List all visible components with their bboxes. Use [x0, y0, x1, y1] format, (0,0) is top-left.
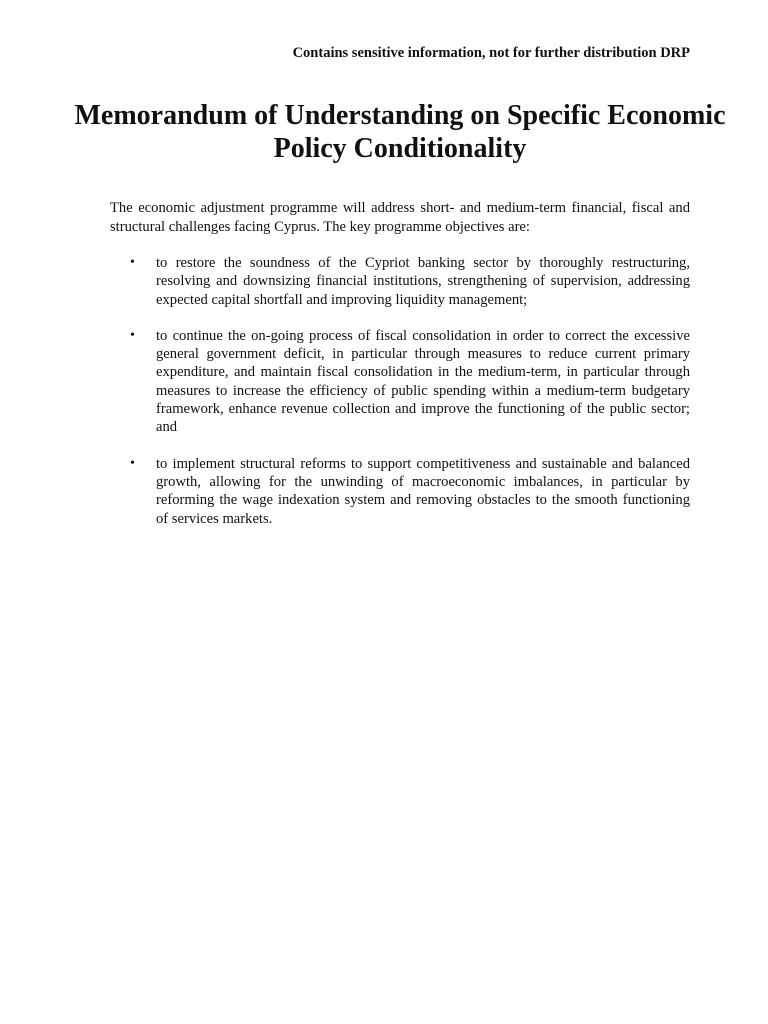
document-title: Memorandum of Understanding on Specific Economic Policy Conditionality [74, 100, 726, 164]
objective-text: to continue the on-going process of fiscal consolidation in order to correct the excessive general government deficit, in particular through measures to reduce current primary expenditure, and maintain fiscal consolidation in the medium-term, in particular through measures to increase the efficiency of public spending within a medium-term budgetary framework, enhance revenue collection and improve the functioning of the public sector; and [156, 327, 690, 436]
objective-text: to implement structural reforms to support competitiveness and sustainable and balanced growth, allowing for the unwinding of macroeconomic imbalances, in particular by reforming the wage indexation system and removing obstacles to the smooth functioning of services markets. [156, 455, 690, 527]
objectives-list [110, 254, 690, 546]
objective-item-1 [110, 254, 690, 309]
objective-item-3 [110, 455, 690, 528]
bullet-icon: • [130, 255, 135, 270]
objective-item-2 [110, 327, 690, 437]
intro-paragraph: The economic adjustment programme will address short- and medium-term financial, fiscal and structural challenges facing Cyprus. The key programme objectives are: [110, 200, 690, 235]
objective-text: to restore the soundness of the Cypriot banking sector by thoroughly restructuring, resolving and downsizing financial institutions, strengthening of supervision, addressing expected capital shortfall and improving liquidity management; [156, 255, 690, 308]
bullet-icon: • [130, 327, 135, 343]
confidentiality-note: Contains sensitive information, not for further distribution DRP [292, 45, 690, 61]
bullet-icon: • [130, 455, 135, 471]
